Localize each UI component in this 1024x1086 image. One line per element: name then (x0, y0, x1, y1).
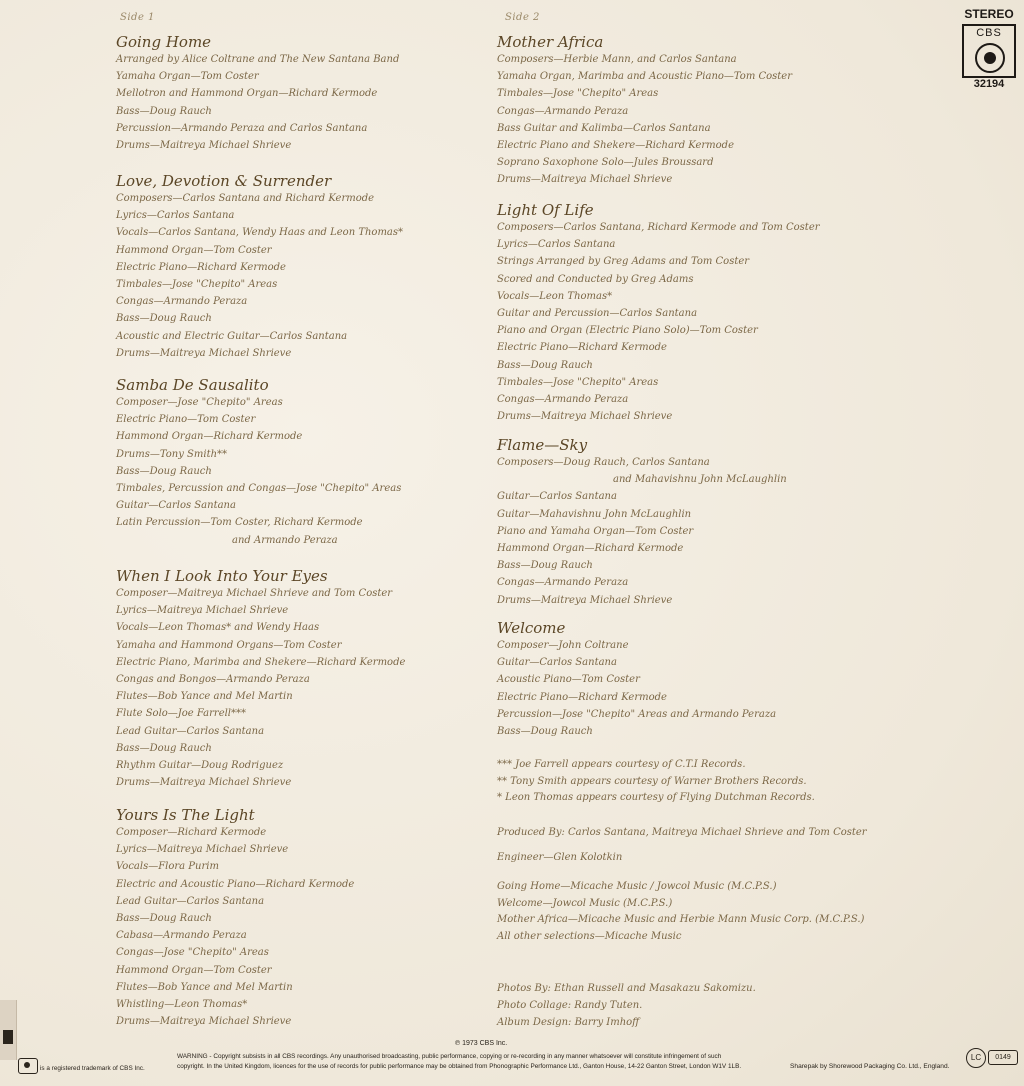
song-block (497, 436, 967, 609)
credit-line: Flute Solo—Joe Farrell*** (116, 708, 247, 720)
song-block (116, 33, 486, 154)
song-block (497, 33, 967, 189)
trademark-line: is a registered trademark of CBS Inc. (40, 1065, 145, 1072)
lc-mark: LC (966, 1048, 986, 1068)
note-line: * Leon Thomas appears courtesy of Flying Dutchman Records. (497, 792, 815, 804)
credit-line: Composer—John Coltrane (497, 640, 629, 651)
credit-line: Composer—Jose "Chepito" Areas (116, 397, 283, 408)
credit-line: Hammond Organ—Tom Coster (116, 244, 272, 256)
label-code-badge (966, 1048, 1022, 1068)
credit-line: Electric Piano—Richard Kermode (497, 691, 667, 703)
song-title: Yours Is The Light (116, 806, 255, 824)
credit-line: Flutes—Bob Yance and Mel Martin (116, 691, 293, 703)
credit-line: Electric Piano—Richard Kermode (497, 342, 667, 354)
credit-line: Hammond Organ—Richard Kermode (116, 431, 303, 443)
credit-line: Bass—Doug Rauch (497, 726, 593, 738)
song-title: Welcome (497, 619, 566, 637)
credit-line: Percussion—Armando Peraza and Carlos Santana (116, 122, 368, 134)
credit-line: Composers—Carlos Santana, Richard Kermode and Tom Coster (497, 222, 820, 233)
catalog-number: 32194 (973, 78, 1005, 90)
credit-line: Electric Piano, Marimba and Shekere—Richard Kermode (116, 656, 406, 668)
credit-line: Guitar—Carlos Santana (116, 500, 236, 512)
credit-line: Soprano Saxophone Solo—Jules Broussard (497, 157, 714, 169)
credit-line: Drums—Maitreya Michael Shrieve (116, 347, 292, 359)
credit-line: Composer—Richard Kermode (116, 827, 267, 838)
credit-line: Hammond Organ—Tom Coster (116, 964, 272, 976)
credit-line: Congas and Bongos—Armando Peraza (116, 674, 310, 686)
song-block (116, 376, 486, 549)
printer-line: Sharepak by Shorewood Packaging Co. Ltd., England. (790, 1063, 950, 1070)
courtesy-notes (497, 757, 815, 807)
side-1-label: Side 1 (120, 12, 155, 23)
credit-line: Piano and Yamaha Organ—Tom Coster (497, 525, 694, 537)
credit-line: Bass—Doug Rauch (497, 560, 593, 572)
design-line: Album Design: Barry Imhoff (497, 1017, 640, 1028)
credit-line: Lyrics—Carlos Santana (497, 239, 616, 251)
credit-line: Bass—Doug Rauch (116, 465, 212, 477)
credit-line: Whistling—Leon Thomas* (116, 999, 248, 1011)
credit-line: Scored and Conducted by Greg Adams (497, 273, 694, 285)
credit-line: Guitar—Mahavishnu John McLaughlin (497, 508, 692, 520)
song-title: Samba De Sausalito (116, 376, 269, 394)
credit-line: Bass—Doug Rauch (116, 913, 212, 925)
song-title: Love, Devotion & Surrender (116, 172, 332, 190)
credit-line: and Armando Peraza (232, 534, 338, 546)
credit-line: Arranged by Alice Coltrane and The New Santana Band (116, 54, 400, 65)
song-block (116, 806, 486, 1030)
credit-line: Composers—Carlos Santana and Richard Kermode (116, 193, 375, 204)
song-title: When I Look Into Your Eyes (116, 567, 328, 585)
warning-line-2: copyright. In the United Kingdom, licences for the use of records for public performance may be obtained from Phonographic Performance Ltd., Ganton House, 14-22 Ganton Street, London W1V 1LB. (177, 1063, 742, 1070)
credit-line: Timbales—Jose "Chepito" Areas (497, 376, 659, 388)
credit-line: Cabasa—Armando Peraza (116, 930, 247, 942)
song-block (497, 201, 967, 425)
credit-line: Percussion—Jose "Chepito" Areas and Armando Peraza (497, 708, 777, 720)
credit-line: Bass—Doug Rauch (116, 105, 212, 117)
credit-line: Bass—Doug Rauch (116, 742, 212, 754)
credit-line: Composers—Herbie Mann, and Carlos Santana (497, 54, 737, 65)
producer-credit: Produced By: Carlos Santana, Maitreya Michael Shrieve and Tom Coster (497, 827, 867, 838)
publishing-line: Mother Africa—Micache Music and Herbie Mann Music Corp. (M.C.P.S.) (497, 914, 865, 925)
song-title: Going Home (116, 33, 212, 51)
credit-line: Timbales—Jose "Chepito" Areas (116, 279, 278, 291)
credit-line: Latin Percussion—Tom Coster, Richard Kermode (116, 517, 363, 529)
credit-line: Guitar—Carlos Santana (497, 657, 617, 669)
song-title: Light Of Life (497, 201, 594, 219)
design-line: Photo Collage: Randy Tuten. (497, 1000, 643, 1011)
publishing-line: Going Home—Micache Music / Jowcol Music (M.C.P.S.) (497, 881, 777, 892)
credit-line: Drums—Tony Smith** (116, 448, 228, 460)
stereo-label: STEREO (964, 7, 1014, 21)
credit-line: Bass Guitar and Kalimba—Carlos Santana (497, 122, 711, 134)
credit-line: Drums—Maitreya Michael Shrieve (116, 1016, 292, 1028)
credit-line: Congas—Armando Peraza (116, 296, 248, 308)
credit-line: Composer—Maitreya Michael Shrieve and Tom Coster (116, 588, 393, 599)
credit-line: Vocals—Leon Thomas* and Wendy Haas (116, 622, 320, 634)
credit-line: Lead Guitar—Carlos Santana (116, 725, 265, 737)
credit-line: Strings Arranged by Greg Adams and Tom Coster (497, 256, 750, 268)
credit-line: Yamaha Organ—Tom Coster (116, 71, 259, 83)
credit-line: Lyrics—Maitreya Michael Shrieve (116, 844, 289, 856)
credit-line: Bass—Doug Rauch (116, 313, 212, 325)
credit-line: Vocals—Carlos Santana, Wendy Haas and Leon Thomas* (116, 227, 404, 239)
side-2-label: Side 2 (505, 12, 540, 23)
cbs-eye-icon (18, 1058, 38, 1074)
note-line: *** Joe Farrell appears courtesy of C.T.I Records. (497, 759, 746, 770)
credit-line: and Mahavishnu John McLaughlin (613, 474, 787, 486)
credit-line: Electric and Acoustic Piano—Richard Kermode (116, 878, 355, 890)
credit-line: Yamaha Organ, Marimba and Acoustic Piano—Tom Coster (497, 71, 792, 83)
credit-line: Rhythm Guitar—Doug Rodriguez (116, 760, 284, 772)
credit-line: Drums—Maitreya Michael Shrieve (497, 594, 673, 606)
credit-line: Drums—Maitreya Michael Shrieve (497, 411, 673, 423)
credit-line: Timbales, Percussion and Congas—Jose "Chepito" Areas (116, 483, 402, 495)
credit-line: Congas—Armando Peraza (497, 394, 629, 406)
credit-line: Flutes—Bob Yance and Mel Martin (116, 981, 293, 993)
note-line: ** Tony Smith appears courtesy of Warner Brothers Records. (497, 775, 807, 787)
design-credits (497, 980, 756, 1031)
credit-line: Yamaha and Hammond Organs—Tom Coster (116, 639, 342, 651)
cbs-logo (960, 3, 1018, 89)
credit-line: Acoustic and Electric Guitar—Carlos Santana (116, 330, 348, 342)
credit-line: Electric Piano—Richard Kermode (116, 261, 286, 273)
credit-line: Guitar—Carlos Santana (497, 491, 617, 503)
lc-code: 0149 (988, 1050, 1018, 1065)
credit-line: Acoustic Piano—Tom Coster (497, 674, 640, 686)
song-title: Flame—Sky (497, 436, 588, 454)
cbs-brand: CBS (976, 27, 1002, 39)
warning-line-1: WARNING - Copyright subsists in all CBS recordings. Any unauthorised broadcasting, public performance, copying or re-recording in any manner whatsoever will constitute infringement of such (177, 1053, 722, 1060)
engineer-credit: Engineer—Glen Kolotkin (497, 852, 623, 863)
credit-line: Timbales—Jose "Chepito" Areas (497, 88, 659, 100)
song-block (116, 172, 486, 362)
credit-line: Piano and Organ (Electric Piano Solo)—Tom Coster (497, 325, 758, 337)
credit-line: Lyrics—Carlos Santana (116, 210, 235, 222)
credit-line: Lyrics—Maitreya Michael Shrieve (116, 605, 289, 617)
credit-line: Guitar and Percussion—Carlos Santana (497, 308, 698, 320)
credit-line: Lead Guitar—Carlos Santana (116, 895, 265, 907)
credit-line: Congas—Armando Peraza (497, 105, 629, 117)
design-line: Photos By: Ethan Russell and Masakazu Sakomizu. (497, 983, 756, 994)
credit-line: Congas—Jose "Chepito" Areas (116, 947, 269, 959)
song-block (497, 619, 967, 740)
credit-line: Composers—Doug Rauch, Carlos Santana (497, 457, 710, 468)
credit-line: Vocals—Flora Purim (116, 861, 219, 873)
credit-line: Mellotron and Hammond Organ—Richard Kermode (116, 88, 378, 100)
publishing-line: Welcome—Jowcol Music (M.C.P.S.) (497, 897, 673, 909)
credit-line: Drums—Maitreya Michael Shrieve (497, 174, 673, 186)
credit-line: Hammond Organ—Richard Kermode (497, 543, 684, 555)
cbs-eye-icon (975, 43, 1005, 73)
credit-line: Electric Piano and Shekere—Richard Kermode (497, 140, 735, 152)
cbs-eye-box (962, 24, 1016, 78)
song-block (116, 567, 486, 791)
credit-line: Congas—Armando Peraza (497, 577, 629, 589)
copyright-line: ℗ 1973 CBS Inc. (455, 1040, 508, 1047)
credit-line: Drums—Maitreya Michael Shrieve (116, 777, 292, 789)
credit-line: Drums—Maitreya Michael Shrieve (116, 140, 292, 152)
credit-line: Bass—Doug Rauch (497, 359, 593, 371)
credit-line: Electric Piano—Tom Coster (116, 414, 256, 426)
legal-footer (0, 1040, 1024, 1086)
publishing-credits (497, 879, 864, 945)
publishing-line: All other selections—Micache Music (497, 930, 682, 942)
song-title: Mother Africa (497, 33, 604, 51)
credit-line: Vocals—Leon Thomas* (497, 290, 613, 302)
